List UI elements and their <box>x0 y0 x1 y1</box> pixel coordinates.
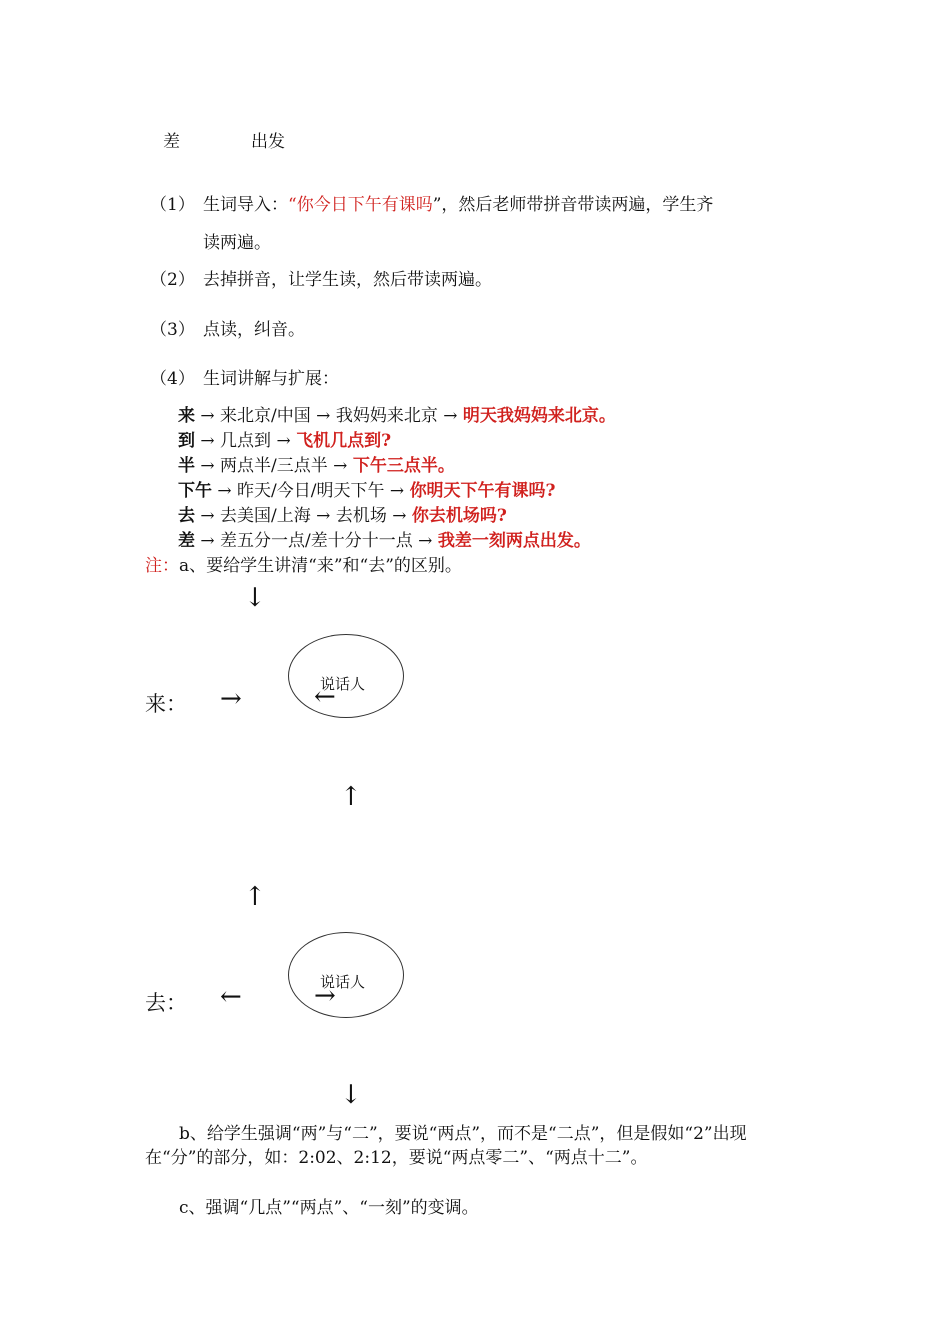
left-arrow-icon: ← <box>314 682 336 712</box>
up-arrow-icon: ↑ <box>244 882 266 912</box>
vocab-line-dao <box>178 426 391 451</box>
down-arrow-icon: ↓ <box>340 1080 362 1110</box>
step-1-text <box>203 190 713 215</box>
note <box>145 551 462 576</box>
step-1-post: ，然后老师带拼音带读两遍，学生齐 <box>441 195 714 215</box>
step-1-number: （1） <box>150 195 195 215</box>
step-1-continuation: 读两遍。 <box>203 233 271 253</box>
step-2-number: （2） <box>150 270 195 290</box>
heading-left-word: 差 <box>163 132 180 152</box>
note-text: a、要给学生讲清“来”和“去”的区别。 <box>179 556 462 576</box>
vocab-example: 明天我妈妈来北京。 <box>462 406 616 426</box>
vocab-example: 我差一刻两点出发。 <box>437 531 591 551</box>
step-1-pre: 生词导入： <box>203 195 288 215</box>
vocab-head: 来 <box>178 406 195 426</box>
step-1-quote: 你今日下午有课吗 <box>296 195 433 215</box>
vocab-chain: → 差五分一点/差十分十一点 → <box>195 531 438 551</box>
vocab-chain: → 去美国/上海 → 去机场 → <box>195 506 412 526</box>
speaker-label: 说话人 <box>320 973 366 991</box>
step-2-text: 去掉拼音，让学生读，然后带读两遍。 <box>203 270 492 290</box>
qu-label: 去： <box>145 991 187 1015</box>
up-arrow-icon: ↑ <box>340 782 362 812</box>
right-arrow-icon: → <box>220 684 242 714</box>
step-3-text: 点读，纠音。 <box>203 320 305 340</box>
vocab-example: 你明天下午有课吗? <box>409 481 556 501</box>
vocab-head: 差 <box>178 531 195 551</box>
vocab-chain: → 几点到 → <box>195 431 297 451</box>
speaker-label: 说话人 <box>320 675 366 693</box>
paragraph-b: b、给学生强调“两”与“二”，要说“两点”，而不是“二点”，但是假如“2”出现在“分”的部分，如：2:02、2:12，要说“两点零二”、“两点十二”。 <box>145 1124 747 1168</box>
vocab-line-lai <box>178 401 616 426</box>
heading-right-word: 出发 <box>251 132 285 152</box>
step-1-quote-open: “ <box>288 195 297 215</box>
vocab-chain: → 两点半/三点半 → <box>195 456 353 476</box>
left-arrow-icon: ← <box>220 982 242 1012</box>
step-4-text: 生词讲解与扩展： <box>203 369 339 389</box>
vocab-line-qu <box>178 501 507 526</box>
vocab-head: 到 <box>178 431 195 451</box>
vocab-example: 飞机几点到? <box>296 431 392 451</box>
vocab-example: 你去机场吗? <box>411 506 507 526</box>
step-4-number: （4） <box>150 369 195 389</box>
down-arrow-icon: ↓ <box>244 583 266 613</box>
vocab-line-cha <box>178 526 591 551</box>
vocab-head: 去 <box>178 506 195 526</box>
vocab-head: 下午 <box>178 481 212 501</box>
lai-label: 来： <box>145 692 187 716</box>
vocab-example: 下午三点半。 <box>352 456 455 476</box>
right-arrow-icon: → <box>314 981 336 1011</box>
vocab-line-ban <box>178 451 455 476</box>
vocab-chain: → 来北京/中国 → 我妈妈来北京 → <box>195 406 463 426</box>
step-3-number: （3） <box>150 320 195 340</box>
paragraph-c: c、强调“几点”“两点”、“一刻”的变调。 <box>179 1198 479 1218</box>
note-label: 注： <box>145 556 179 576</box>
vocab-head: 半 <box>178 456 195 476</box>
step-1-quote-close: ” <box>432 195 442 215</box>
vocab-line-xiawu <box>178 476 556 501</box>
vocab-chain: → 昨天/今日/明天下午 → <box>212 481 410 501</box>
